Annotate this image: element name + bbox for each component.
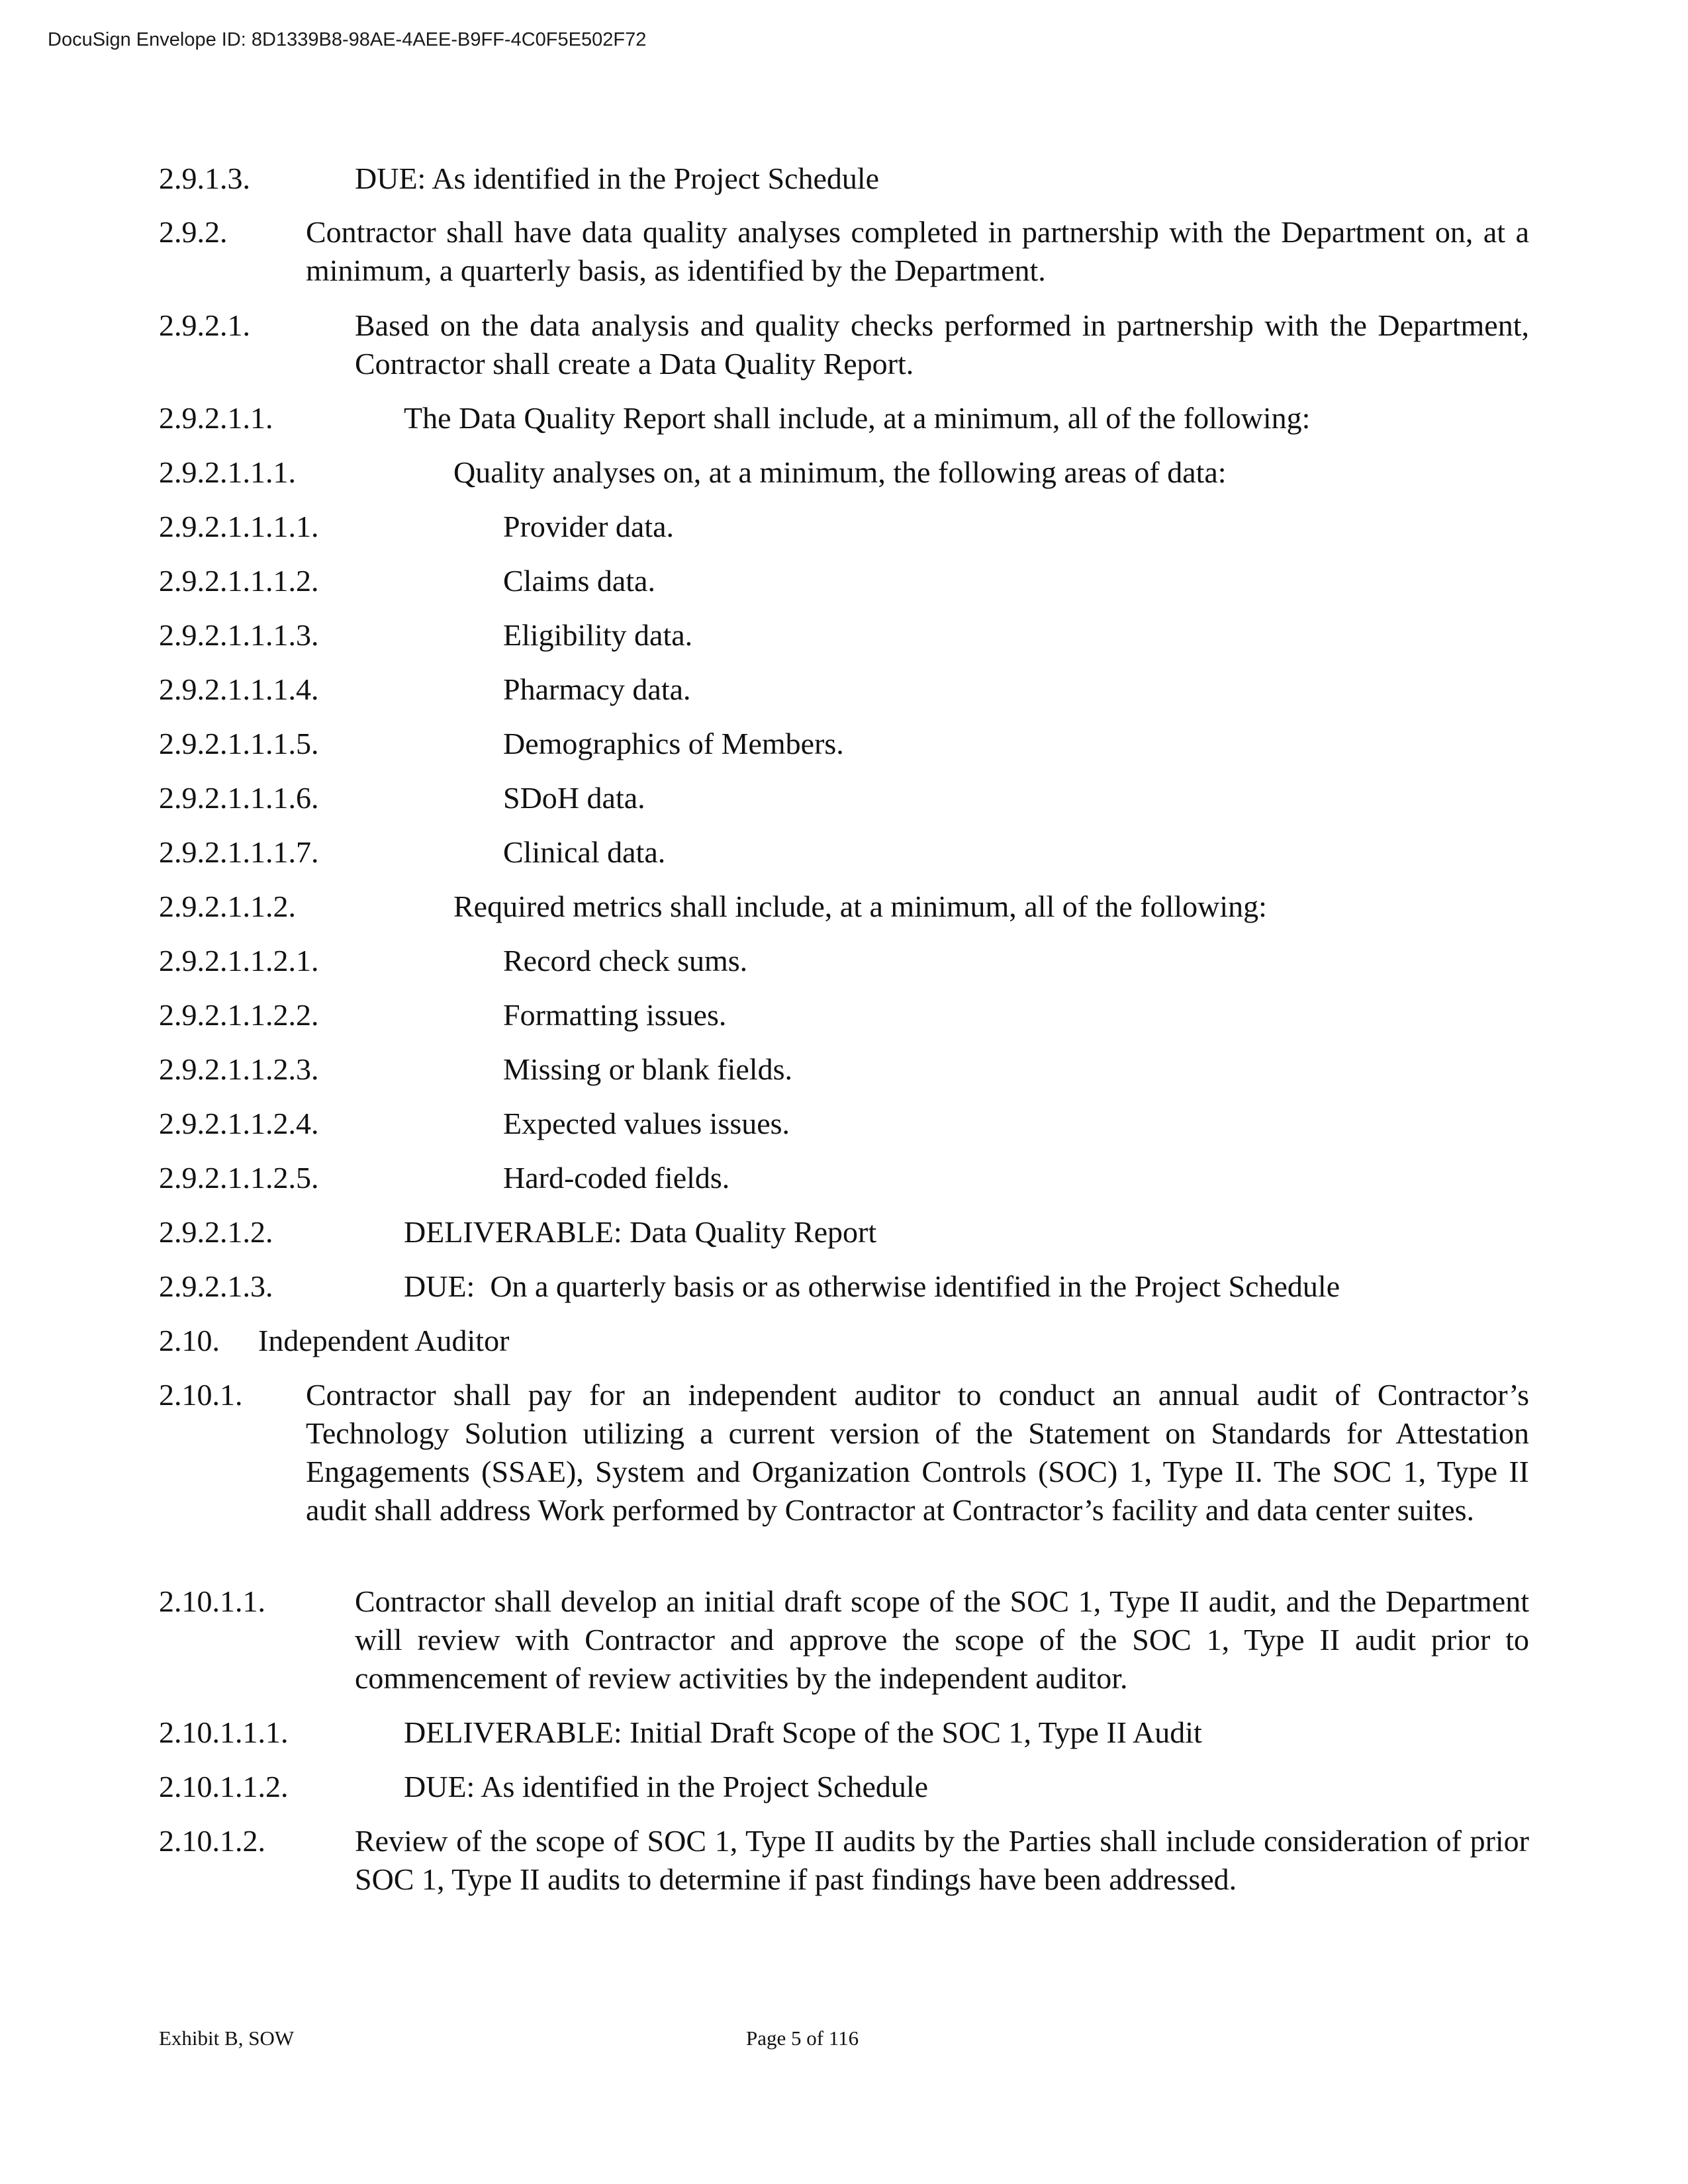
clause-number: 2.9.2.1.1.1. (159, 455, 296, 489)
clause-number: 2.9.2.1.3. (159, 1269, 273, 1303)
clause-number: 2.9.2.1.1.2. (159, 889, 296, 923)
clause-number: 2.9.2.1.1.1.6. (159, 781, 319, 815)
clause-text: Based on the data analysis and quality checks performed in partnership with the Department, Contractor shall create a Data Quality Report. (355, 308, 1529, 381)
clause-text: The Data Quality Report shall include, at a minimum, all of the following: (404, 401, 1311, 435)
clause-text: Record check sums. (503, 944, 748, 978)
section-title: Independent Auditor (258, 1324, 510, 1357)
clause-text: Eligibility data. (503, 618, 693, 652)
clause-text: Expected values issues. (503, 1107, 790, 1140)
clause-number: 2.9.2.1.1.1.1. (159, 510, 319, 543)
section-number: 2.10. (159, 1324, 220, 1357)
clause-number: 2.10.1.2. (159, 1824, 265, 1858)
clause-number: 2.9.2.1.1.1.3. (159, 618, 319, 652)
clause-number: 2.9.1.3. (159, 161, 250, 195)
clause-text: Hard-coded fields. (503, 1161, 730, 1195)
clause-number: 2.9.2.1.2. (159, 1215, 273, 1249)
clause-text: Formatting issues. (503, 998, 727, 1032)
clause-text: SDoH data. (503, 781, 645, 815)
clause-text: DELIVERABLE: Initial Draft Scope of the SOC 1, Type II Audit (404, 1715, 1202, 1749)
clause-text: Pharmacy data. (503, 672, 691, 706)
clause-text: Demographics of Members. (503, 727, 844, 760)
clause-number: 2.9.2.1.1.1.4. (159, 672, 319, 706)
clause-text: Contractor shall pay for an independent auditor to conduct an annual audit of Contractor’s Technology Solution utilizing a current version of the Statement on Standards for Attestation Engagements (SSAE), System and Organization Controls (SOC) 1, Type II. The SOC 1, Type II audit shall address Work performed by Contractor at Contractor’s facility and data center suites. (306, 1378, 1529, 1527)
clause-number: 2.9.2.1.1.2.2. (159, 998, 319, 1032)
clause-text: Claims data. (503, 564, 655, 598)
clause-number: 2.9.2.1.1.1.7. (159, 835, 319, 869)
footer-document-label: Exhibit B, SOW (159, 2026, 295, 2050)
clause-number: 2.10.1. (159, 1378, 243, 1412)
clause-number: 2.9.2. (159, 215, 228, 249)
clause-text: DUE: On a quarterly basis or as otherwise identified in the Project Schedule (404, 1269, 1340, 1303)
clause-text: DUE: As identified in the Project Schedule (404, 1770, 929, 1803)
clause-text: Quality analyses on, at a minimum, the following areas of data: (453, 455, 1227, 489)
clause-number: 2.9.2.1.1.1.5. (159, 727, 319, 760)
clause-text: Provider data. (503, 510, 675, 543)
footer-page-number: Page 5 of 116 (746, 2026, 859, 2050)
clause-number: 2.9.2.1.1. (159, 401, 273, 435)
clause-number: 2.10.1.1.1. (159, 1715, 289, 1749)
clause-text: DUE: As identified in the Project Schedule (355, 161, 880, 195)
clause-number: 2.9.2.1.1.2.5. (159, 1161, 319, 1195)
clause-text: Missing or blank fields. (503, 1052, 792, 1086)
clause-number: 2.9.2.1. (159, 308, 250, 342)
clause-text: Clinical data. (503, 835, 666, 869)
clause-number: 2.10.1.1. (159, 1584, 265, 1618)
envelope-id: DocuSign Envelope ID: 8D1339B8-98AE-4AEE-B9FF-4C0F5E502F72 (48, 29, 647, 50)
clause-text: Contractor shall have data quality analyses completed in partnership with the Department on, at a minimum, a quarterly basis, as identified by the Department. (306, 215, 1529, 287)
clause-number: 2.9.2.1.1.2.1. (159, 944, 319, 978)
clause-number: 2.9.2.1.1.2.3. (159, 1052, 319, 1086)
clause-text: Required metrics shall include, at a minimum, all of the following: (453, 889, 1267, 923)
clause-number: 2.10.1.1.2. (159, 1770, 289, 1803)
clause-number: 2.9.2.1.1.1.2. (159, 564, 319, 598)
clause-text: Contractor shall develop an initial draft scope of the SOC 1, Type II audit, and the Department will review with Contractor and approve the scope of the SOC 1, Type II audit prior to commencement of review activities by the independent auditor. (355, 1584, 1529, 1695)
clause-text: Review of the scope of SOC 1, Type II audits by the Parties shall include consideration of prior SOC 1, Type II audits to determine if past findings have been addressed. (355, 1824, 1529, 1896)
clause-number: 2.9.2.1.1.2.4. (159, 1107, 319, 1140)
clause-text: DELIVERABLE: Data Quality Report (404, 1215, 877, 1249)
